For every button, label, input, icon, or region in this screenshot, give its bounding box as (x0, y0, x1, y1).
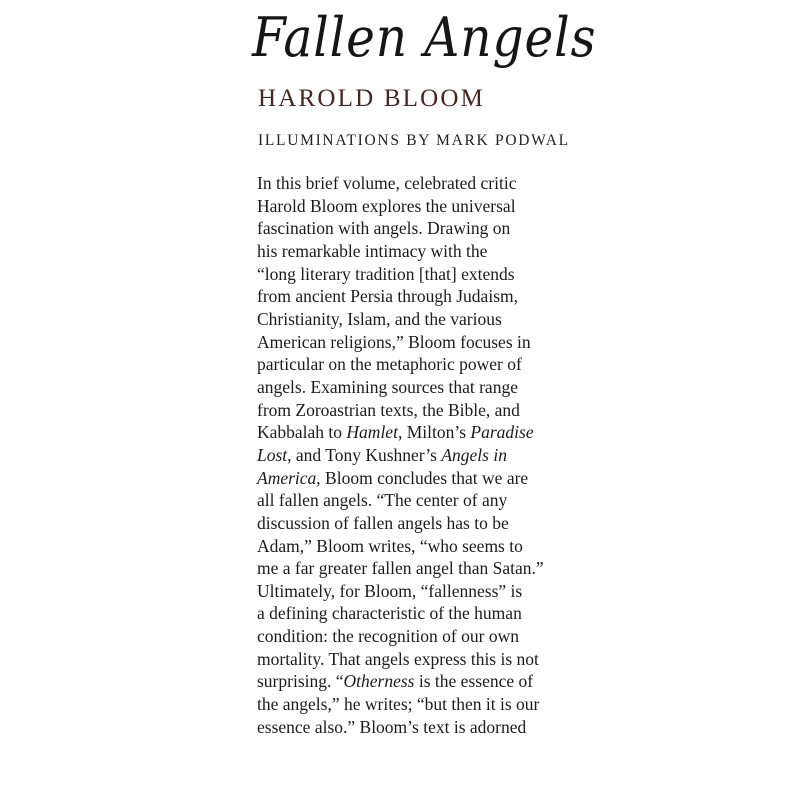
description-line (257, 399, 597, 422)
description-line (257, 467, 597, 490)
description-text: from Zoroastrian texts, the Bible, and (257, 399, 520, 420)
description-line (257, 535, 597, 558)
description-line (257, 217, 597, 240)
description-line (257, 625, 597, 648)
description-text: angels. Examining sources that range (257, 376, 518, 397)
description-text: is the essence of (414, 671, 534, 692)
description-text: Ultimately, for Bloom, “fallenness” is (257, 580, 523, 601)
description-text: , Bloom concludes that we are (316, 467, 529, 488)
illustrator-credit: ILLUMINATIONS BY MARK PODWAL (258, 132, 570, 149)
description-text: all fallen angels. “The center of any (257, 490, 508, 511)
description-text: the angels,” he writes; “but then it is our (257, 694, 540, 715)
description-text: “long literary tradition [that] extends (257, 263, 515, 284)
description-line (257, 489, 597, 512)
description-line (257, 240, 597, 263)
description-text: , and Tony Kushner’s (287, 444, 442, 465)
description-text: , Milton’s (397, 422, 471, 443)
description-line (257, 512, 597, 535)
description-text: American religions,” Bloom focuses in (257, 331, 531, 352)
description-line (257, 263, 597, 286)
italic-title-text: Hamlet (346, 422, 398, 443)
description-text: mortality. That angels express this is not (257, 648, 539, 669)
description-text: Christianity, Islam, and the various (257, 308, 502, 329)
description-text: surprising. “ (257, 671, 344, 692)
italic-title-text: Lost (257, 444, 288, 465)
description-text: condition: the recognition of our own (257, 626, 519, 647)
description-line (257, 557, 597, 580)
italic-title-text: America (257, 467, 317, 488)
description-text: fascination with angels. Drawing on (257, 218, 511, 239)
description-text: from ancient Persia through Judaism, (257, 286, 518, 307)
description-line (257, 580, 597, 603)
book-description (257, 172, 597, 738)
italic-title-text: Paradise (470, 422, 534, 443)
author-name: HAROLD BLOOM (258, 85, 486, 112)
description-text: In this brief volume, celebrated critic (257, 173, 517, 193)
italic-title-text: Otherness (343, 671, 415, 692)
description-line (257, 421, 597, 444)
description-text: Kabbalah to (257, 422, 347, 443)
description-text: a defining characteristic of the human (257, 603, 522, 624)
description-text: me a far greater fallen angel than Satan.” (257, 558, 544, 579)
description-line (257, 602, 597, 625)
description-text: Harold Bloom explores the universal (257, 195, 516, 216)
description-text: particular on the metaphoric power of (257, 354, 522, 375)
italic-title-text: Angels in (441, 444, 507, 465)
description-line (257, 693, 597, 716)
description-text: essence also.” Bloom’s text is adorned (257, 716, 527, 737)
description-line (257, 285, 597, 308)
description-line (257, 308, 597, 331)
description-line (257, 444, 597, 467)
description-text: discussion of fallen angels has to be (257, 512, 509, 533)
description-line (257, 648, 597, 671)
description-text: Adam,” Bloom writes, “who seems to (257, 535, 523, 556)
description-line (257, 195, 597, 218)
description-text: his remarkable intimacy with the (257, 240, 488, 261)
description-line (257, 670, 597, 693)
description-line (257, 716, 597, 739)
description-line (257, 331, 597, 354)
description-line (257, 172, 597, 195)
description-line (257, 353, 597, 376)
description-line (257, 376, 597, 399)
book-title: Fallen Angels (252, 6, 597, 69)
